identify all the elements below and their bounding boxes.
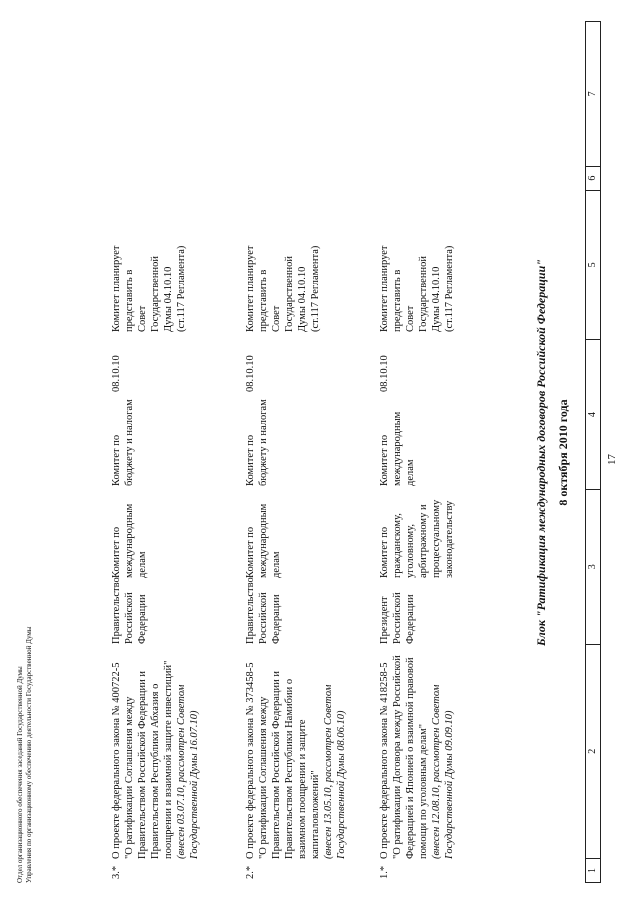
bill-line: помощи по уголовным делам" <box>418 723 429 859</box>
co-committee-line: международным <box>392 411 403 486</box>
bill-line: "О ратификации Соглашения между <box>258 696 269 859</box>
plan-line: Комитет планирует <box>245 245 256 332</box>
committee-line: Комитет по <box>111 526 122 578</box>
row-number: 2.* <box>245 865 256 879</box>
plan-line: Государственной <box>284 256 295 332</box>
plan-line: (ст.117 Регламента) <box>444 245 455 332</box>
table-row <box>244 21 348 883</box>
column-header-4: 4 <box>586 339 600 489</box>
column-header-1: 1 <box>586 858 600 882</box>
column-header-3: 3 <box>586 489 600 644</box>
co-committee-line: бюджету и налогам <box>124 399 135 486</box>
row-number: 1.* <box>379 865 390 879</box>
bill-description <box>378 644 456 859</box>
bill-line: О проекте федерального закона № 418258-5 <box>379 662 390 859</box>
bill-note: (внесен 12.08.10, рассмотрен Советом <box>431 684 442 859</box>
plan-line: представить в Совет <box>124 269 148 332</box>
page-number: 17 <box>606 454 618 465</box>
plan-line: представить в Совет <box>258 269 282 332</box>
column-header-2: 2 <box>586 644 600 859</box>
bill-line: Правительством Российской Федерации и <box>271 670 282 859</box>
committee-line: арбитражному и <box>418 504 429 578</box>
plan-line: (ст.117 Регламента) <box>310 245 321 332</box>
bill-note: Государственной Думы 16.07.10) <box>189 710 200 859</box>
committee-line: делам <box>271 551 282 578</box>
plan-line: Государственной <box>150 256 161 332</box>
committee-line: процессуальному <box>431 499 442 578</box>
plan-line: представить в Совет <box>392 269 416 332</box>
bill-description <box>244 644 348 859</box>
table-row <box>378 21 456 883</box>
table-row <box>110 21 201 883</box>
responsible-committee <box>110 490 201 582</box>
column-header-6: 6 <box>586 166 600 190</box>
committee-line: Комитет по <box>245 526 256 578</box>
column-header-7: 7 <box>587 91 598 97</box>
column-number-header <box>585 21 601 883</box>
date: 08.10.10 <box>245 355 256 392</box>
initiator <box>378 582 456 644</box>
bill-line: взаимном поощрении и защите <box>297 719 308 859</box>
plan-line: Комитет планирует <box>379 245 390 332</box>
bill-line: Правительством Республики Намибии о <box>284 678 295 859</box>
plan-line: Думы 04.10.10 <box>163 266 174 332</box>
plan-note <box>110 244 201 332</box>
bill-line: О проекте федерального закона № 373458-5 <box>245 662 256 859</box>
date: 08.10.10 <box>111 355 122 392</box>
committee-line: Комитет по <box>379 526 390 578</box>
initiator-line: Правительство <box>245 577 256 644</box>
initiator <box>110 577 201 644</box>
bill-note: Государственной Думы 08.06.10) <box>336 710 347 859</box>
footer <box>16 627 34 883</box>
row-number: 3.* <box>111 865 122 879</box>
footer-line: Управления по организационному обеспечению деятельности Государственной Думы <box>25 626 33 883</box>
co-committee-line: бюджету и налогам <box>258 399 269 486</box>
bill-line: поощрении и взаимной защите инвестиций" <box>163 660 174 859</box>
bill-line: "О ратификации Соглашения между <box>124 696 135 859</box>
co-committee <box>110 398 201 490</box>
initiator-line: Российской <box>392 592 403 644</box>
plan-line: Думы 04.10.10 <box>431 266 442 332</box>
co-committee-line: Комитет по <box>245 434 256 486</box>
bill-line: О проекте федерального закона № 400722-5 <box>111 662 122 859</box>
bill-line: капиталовложений" <box>310 770 321 859</box>
date: 08.10.10 <box>379 355 390 392</box>
committee-line: международным <box>258 503 269 578</box>
plan-note <box>378 244 456 332</box>
initiator-line: Российской <box>258 592 269 644</box>
bill-line: Правительством Республики Абхазия о <box>150 683 161 859</box>
initiator-line: Правительство <box>111 577 122 644</box>
bill-line: Правительством Российской Федерации и <box>137 670 148 859</box>
committee-line: законодательству <box>444 500 455 578</box>
bill-line: Федерацией и Японией о взаимной правовой <box>405 657 416 859</box>
bill-note: (внесен 13.05.10, рассмотрен Советом <box>323 684 334 859</box>
block-title: Блок "Ратификация международных договоров Российской Федерации" <box>534 259 548 646</box>
date-title: 8 октября 2010 года <box>556 399 570 506</box>
plan-line: Комитет планирует <box>111 245 122 332</box>
co-committee-line: Комитет по <box>379 434 390 486</box>
responsible-committee <box>244 490 348 582</box>
initiator-line: Федерации <box>271 594 282 644</box>
bill-line: "О ратификации Договора между Российской <box>392 655 403 859</box>
initiator-line: Президент <box>379 596 390 644</box>
committee-line: гражданскому, <box>392 513 403 578</box>
co-committee <box>378 398 456 490</box>
committee-line: международным <box>124 503 135 578</box>
initiator-line: Федерации <box>405 594 416 644</box>
initiator-line: Российской <box>124 592 135 644</box>
bill-note: Государственной Думы 09.09.10) <box>444 710 455 859</box>
plan-line: (ст.117 Регламента) <box>176 245 187 332</box>
plan-line: Государственной <box>418 256 429 332</box>
column-header-5: 5 <box>586 190 600 340</box>
bill-description <box>110 644 201 859</box>
footer-line: Отдел организационного обеспечения заседаний Государственной Думы <box>16 666 24 883</box>
plan-line: Думы 04.10.10 <box>297 266 308 332</box>
initiator <box>244 577 348 644</box>
co-committee <box>244 398 348 490</box>
bill-note: (внесен 03.07.10, рассмотрен Советом <box>176 684 187 859</box>
co-committee-line: делам <box>405 459 416 486</box>
responsible-committee <box>378 490 456 582</box>
committee-line: уголовному, <box>405 524 416 578</box>
initiator-line: Федерации <box>137 594 148 644</box>
plan-note <box>244 244 348 332</box>
co-committee-line: Комитет по <box>111 434 122 486</box>
committee-line: делам <box>137 551 148 578</box>
